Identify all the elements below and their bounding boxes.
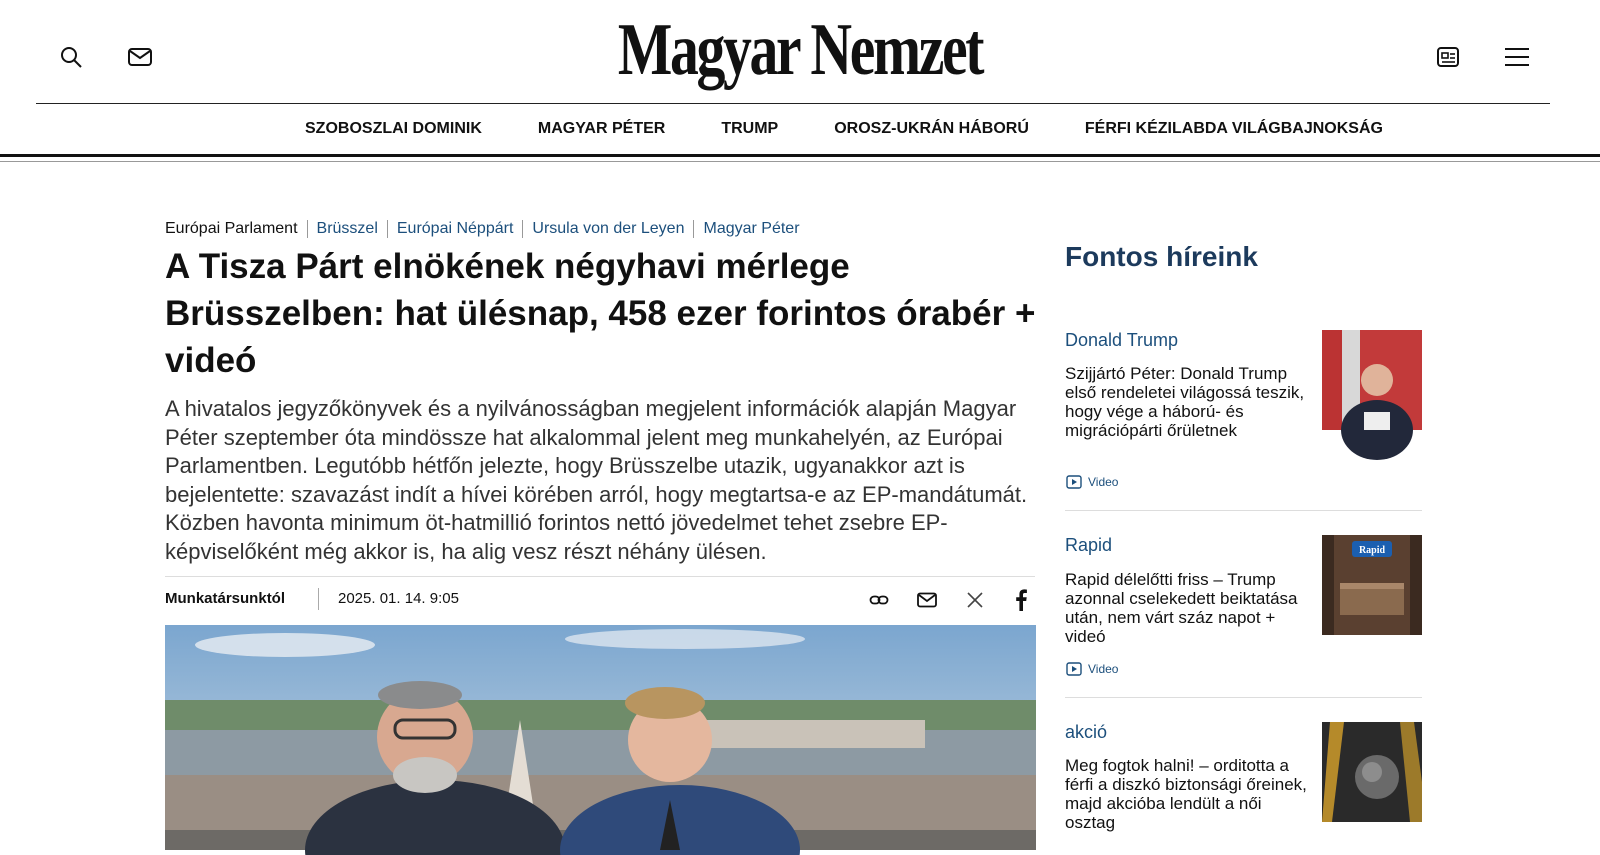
article-date: 2025. 01. 14. 9:05 [338,590,459,607]
card-thumbnail[interactable] [1322,330,1422,430]
tag-europai-neppart[interactable]: Európai Néppárt [396,220,514,238]
video-label: Video [1088,475,1119,489]
site-header [0,0,1600,104]
nav-divider-thin [0,161,1600,162]
card-category[interactable]: akció [1065,722,1108,742]
nav-item-orosz-ukran[interactable]: OROSZ-UKRÁN HÁBORÚ [834,120,1029,137]
tag-separator [693,220,694,238]
tag-separator [522,220,523,238]
tag-magyar-peter[interactable]: Magyar Péter [703,220,800,238]
tag-separator [307,220,308,238]
nav-item-kezilabda[interactable]: FÉRFI KÉZILABDA VILÁGBAJNOKSÁG [1084,120,1383,137]
tag-list [165,220,800,238]
nav-item-szoboszlai[interactable]: SZOBOSZLAI DOMINIK [305,120,482,137]
card-category[interactable]: Donald Trump [1065,330,1179,350]
card-video-link[interactable] [1066,475,1118,489]
hero-image[interactable] [165,625,1036,850]
article-lead: A hivatalos jegyzőkönyvek és a nyilvánosságban megjelent információk alapján Magyar Péter szeptember óta mindössze hat alkalommal jelent meg munkahelyén, az Európai Parlamentben. Legutóbb hétfőn jelezte, hogy Brüsszelbe utazik, ugyanakkor azt is bejelentette: szavazást indít a hívei körében arról, hogy megtartsa-e az EP-mandátumát. Közben havonta minimum öt-hatmillió forintos nettó jövedelmet tehet zsebre EP-képviselőként még akkor is, ha alig vesz részt néhány ülésen. [165,396,1028,564]
card-headline[interactable]: Szijjártó Péter: Donald Trump első rendeletei világossá teszik, hogy vége a háború- és migrációpárti őrületnek [1065,364,1305,440]
card-headline[interactable]: Rapid délelőtti friss – Trump azonnal cselekedett beiktatása után, nem várt száz napot + videó [1065,570,1298,646]
nav-divider [0,154,1600,157]
tag-brusszel[interactable]: Brüsszel [316,220,378,238]
tag-europai-parlament[interactable]: Európai Parlament [165,220,298,238]
site-logo[interactable]: Magyar Nemzet [617,9,983,91]
menu-icon[interactable] [1497,37,1537,77]
meta-separator [318,588,319,610]
nav-item-magyar-peter[interactable]: MAGYAR PÉTER [537,120,666,137]
topic-nav [0,104,1600,154]
card-divider [1065,697,1422,698]
card-category[interactable]: Rapid [1065,535,1113,555]
card-thumbnail[interactable] [1322,535,1422,635]
card-headline[interactable]: Meg fogtok halni! – orditotta a férfi a diszkó biztonsági őreinek, majd akcióba lendült a női osztag [1065,756,1307,832]
mail-icon[interactable] [914,587,940,613]
x-icon[interactable] [962,587,988,613]
card-divider [1065,510,1422,511]
facebook-icon[interactable] [1008,587,1034,613]
meta-divider [165,576,1035,577]
mail-icon[interactable] [120,37,160,77]
video-label: Video [1088,662,1119,676]
tag-separator [387,220,388,238]
card-thumbnail[interactable] [1322,722,1422,822]
video-icon [1066,662,1082,676]
article-title: A Tisza Párt elnökének négyhavi mérlege Brüsszelben: hat ülésnap, 458 ezer forintos órabér + videó [165,247,1036,380]
article-author: Munkatársunktól [165,590,286,607]
newspaper-icon[interactable] [1428,37,1468,77]
sidebar-title: Fontos híreink [1065,241,1258,272]
card-image-label: Rapid [1358,545,1386,556]
tag-ursula-von-der-leyen[interactable]: Ursula von der Leyen [532,220,685,238]
card-video-link[interactable] [1066,662,1118,676]
link-icon[interactable] [866,587,892,613]
video-icon [1066,475,1082,489]
search-icon[interactable] [51,37,91,77]
nav-item-trump[interactable]: TRUMP [721,120,779,137]
